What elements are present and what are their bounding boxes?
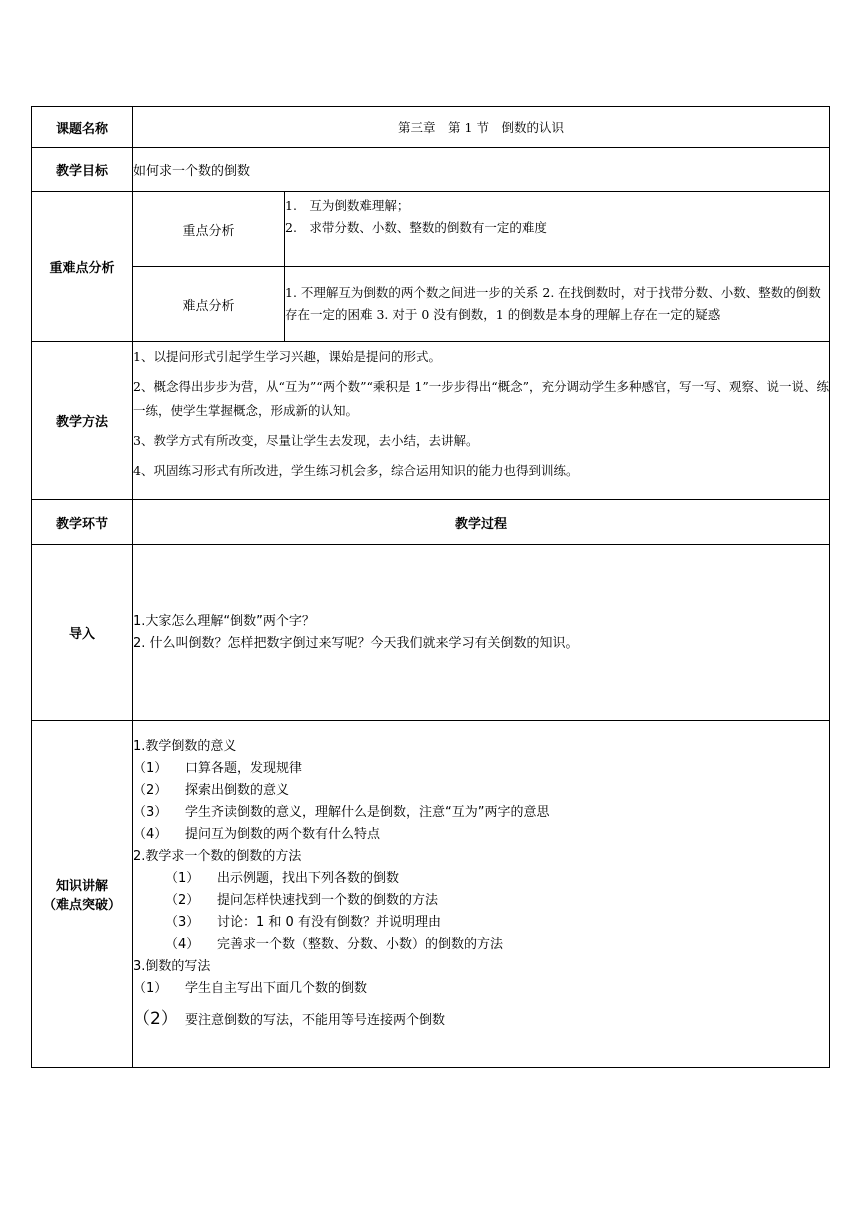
knowledge-row	[32, 721, 830, 1068]
list-item	[133, 802, 829, 824]
knowledge-content	[133, 721, 830, 1068]
key-row	[32, 192, 830, 267]
knowledge-label	[32, 721, 133, 1068]
intro-row	[32, 545, 830, 721]
difficult-row	[32, 267, 830, 342]
item-text: 口算各题，发现规律	[185, 761, 303, 776]
key-difficult-label: 重难点分析	[32, 192, 133, 342]
item-text: 要注意倒数的写法，不能用等号连接两个倒数	[185, 1013, 446, 1028]
lesson-plan-table	[31, 106, 830, 1068]
knowledge-label-line2: （难点突破）	[42, 898, 121, 913]
process-header-row	[32, 500, 830, 545]
intro-label: 导入	[32, 545, 133, 721]
item-text: 出示例题，找出下列各数的倒数	[217, 871, 400, 886]
method-content	[133, 342, 830, 500]
list-item	[133, 1008, 829, 1032]
method-item: 4、巩固练习形式有所改进，学生练习机会多，综合运用知识的能力也得到训练。	[133, 463, 579, 478]
key-content	[285, 192, 830, 267]
key-label: 重点分析	[133, 192, 285, 267]
item-text: 提问怎样快速找到一个数的倒数的方法	[217, 893, 439, 908]
list-item	[133, 912, 829, 934]
item-number: （3）	[133, 805, 168, 820]
item-text: 提问互为倒数的两个数有什么特点	[185, 827, 381, 842]
list-item	[133, 868, 829, 890]
objective-row	[32, 148, 830, 192]
objective-value: 如何求一个数的倒数	[133, 148, 830, 192]
process-header: 教学过程	[133, 500, 830, 545]
item-number: （2）	[133, 783, 168, 798]
section-title: 1.教学倒数的意义	[133, 739, 237, 754]
list-item	[133, 934, 829, 956]
course-name-label: 课题名称	[32, 107, 133, 148]
item-number: （1）	[133, 981, 168, 996]
item-number: （4）	[165, 937, 200, 952]
knowledge-label-line1: 知识讲解	[55, 879, 108, 894]
item-number: （2）	[133, 1009, 178, 1029]
list-item	[133, 824, 829, 846]
item-number: （1）	[133, 761, 168, 776]
stage-header: 教学环节	[32, 500, 133, 545]
course-name-row	[32, 107, 830, 148]
intro-line: 1.大家怎么理解“倒数”两个字？	[133, 613, 315, 629]
objective-label: 教学目标	[32, 148, 133, 192]
list-item	[133, 780, 829, 802]
difficult-label: 难点分析	[133, 267, 285, 342]
item-text: 讨论：1 和 0 有没有倒数？并说明理由	[217, 915, 441, 930]
item-number: （2）	[165, 893, 200, 908]
item-text: 探索出倒数的意义	[185, 783, 290, 798]
item-number: （4）	[133, 827, 168, 842]
intro-content	[133, 545, 830, 721]
key-item: 2. 求带分数、小数、整数的倒数有一定的难度	[285, 220, 547, 235]
item-number: （1）	[165, 871, 200, 886]
list-item	[133, 978, 829, 1000]
item-text: 学生自主写出下面几个数的倒数	[185, 981, 368, 996]
difficult-content: 1. 不理解互为倒数的两个数之间进一步的关系 2. 在找倒数时，对于找带分数、小数、整数的倒数存在一定的困难 3. 对于 0 没有倒数，1 的倒数是本身的理解上存在一定的疑惑	[285, 267, 830, 342]
list-item	[133, 890, 829, 912]
section-title: 2.教学求一个数的倒数的方法	[133, 849, 302, 864]
course-name-value: 第三章 第 1 节 倒数的认识	[133, 107, 830, 148]
method-item: 2、概念得出步步为营，从“互为”“两个数”“乘积是 1”一步步得出“概念”，充分调动学生多种感官，写一写、观察、说一说、练一练，使学生掌握概念，形成新的认知。	[133, 379, 830, 418]
item-text: 完善求一个数（整数、分数、小数）的倒数的方法	[217, 937, 504, 952]
intro-line: 2. 什么叫倒数？怎样把数字倒过来写呢？今天我们就来学习有关倒数的知识。	[133, 635, 579, 651]
section-title: 3.倒数的写法	[133, 959, 211, 974]
key-item: 1. 互为倒数难理解；	[285, 198, 410, 213]
list-item	[133, 758, 829, 780]
method-item: 1、以提问形式引起学生学习兴趣，课始是提问的形式。	[133, 349, 441, 364]
method-row	[32, 342, 830, 500]
item-text: 学生齐读倒数的意义，理解什么是倒数，注意“互为”两字的意思	[185, 805, 550, 820]
item-number: （3）	[165, 915, 200, 930]
method-label: 教学方法	[32, 342, 133, 500]
method-item: 3、教学方式有所改变，尽量让学生去发现，去小结，去讲解。	[133, 433, 479, 448]
